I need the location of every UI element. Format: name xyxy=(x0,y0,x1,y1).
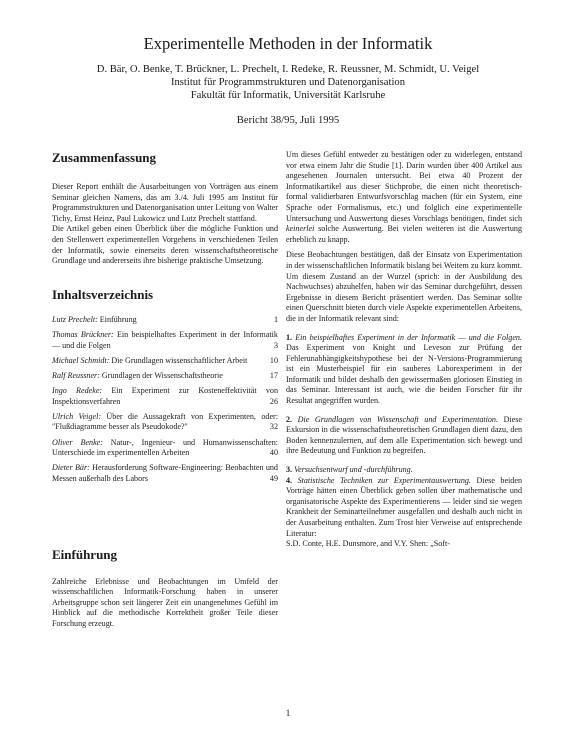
topic-item-2 xyxy=(286,415,522,457)
body-paragraph-2: Diese Beobachtungen bestätigen, daß der Einsatz von Experimentation in der wissenschaftlichen Informatik bislang bei Weitem zu kurz kommt. Um diesem Zustand an der Wurzel (sprich: in der Ausbildung des Nachwuchses) abzuhelfen, haben wir das Seminar durchgeführt, dessen Ergebnisse in diesem Bericht präsentiert werden. Das Seminar sollte einen Querschnitt bieten durch viele Aspekte experimentellen Arbeitens, die in der Informatik relevant sind: xyxy=(286,250,522,323)
item-title: Ein beispielhaftes Experiment in der Informatik — und die Folgen. xyxy=(292,332,522,342)
topic-item-1 xyxy=(286,333,522,407)
intro-heading: Einführung xyxy=(52,546,118,562)
item-text: Das Experiment von Knight und Leveson zur Prüfung der Fehlerunabhängigkeitshypothese bei der N-Versions-Programmierung ist ein Musterbeispiel für ein sauberes Laborexperiment in der Informatik und bildet deshalb den gewissermaßen gloriosen Einstieg in das Seminar. Interessant ist auch, wie die beiden Forscher für ihr Resultat angegriffen wurden. xyxy=(286,343,522,406)
toc-entry[interactable] xyxy=(52,371,278,382)
toc-page-number: 26 xyxy=(269,396,278,406)
left-column xyxy=(52,150,278,630)
toc-author: Lutz Prechelt: xyxy=(52,314,98,324)
item-text: Diese beiden Vorträge hätten einen Überblick geben sollen über mathematische und organisatorische Aspekte des Experimentierens — leider sind sie wegen Krankheit der Seminarteilnehmer ausgefallen und deshalb auch nicht in der Ausarbeitung enthalten. Zum Trost hier Verweise auf entsprechende Literatur: xyxy=(286,475,522,538)
toc-page-number: 3 xyxy=(273,340,278,350)
page-number: 1 xyxy=(285,708,291,718)
item-number: 4. xyxy=(286,475,293,485)
item-number: 2. xyxy=(286,414,293,424)
toc-title: Über die Aussagekraft von Experimenten, oder: "Flußdiagramme besser als Pseudokode?" xyxy=(52,411,278,432)
toc-title: Ein Experiment zur Kosteneffektivität von Inspektionsverfahren xyxy=(52,386,278,406)
toc-page-number: 10 xyxy=(269,355,278,365)
toc-author: Dieter Bär: xyxy=(52,463,90,473)
paper-header xyxy=(0,34,576,127)
right-column xyxy=(286,150,522,550)
toc-page-number: 49 xyxy=(269,474,278,484)
toc-title: Natur-, Ingenieur- und Humanwissenschaften: Unterschiede im experimentellen Arbeiten xyxy=(52,437,278,458)
toc-entry[interactable] xyxy=(52,356,278,367)
abstract-paragraph-1: Dieser Report enthält die Ausarbeitungen von Vorträgen aus einem Seminar gleichen Namens, das am 3./4. Juli 1995 am Institut für Programmstrukturen und Datenorganisation unter Leitung von Walter Tichy, Ernst Heinz, Paul Lukowicz und Lutz Prechelt stattfand. xyxy=(52,182,278,223)
body-text: Um dieses Gefühl entweder zu bestätigen oder zu widerlegen, entstand vor etwa einem Jahr die Studie [1]. Darin wurden über 400 Artikel aus angesehenen Journalen untersucht. Bei etwa 40 Prozent der Informatikartikel aus dieser Stichprobe, die einen nicht theoretisch-formal validierbaren Entwurfsvorschlag machen (für ein System, eine Sprache oder Formalismus, etc.) und folglich eine experimentelle Untersuchung und Auswertung dieses Vorschlags benötigen, findet sich xyxy=(286,150,522,223)
abstract-heading: Zusammenfassung xyxy=(52,150,157,165)
topic-item-4 xyxy=(286,476,522,540)
toc-heading: Inhaltsverzeichnis xyxy=(52,286,154,302)
literature-reference: S.D. Conte, H.E. Dunsmore, and V.Y. Shen: „Soft- xyxy=(286,539,450,549)
toc-author: Ralf Reussner: xyxy=(52,370,100,380)
toc-entry[interactable] xyxy=(52,438,278,459)
toc-entry[interactable] xyxy=(52,330,278,351)
toc-author: Ulrich Veigel: xyxy=(52,411,102,421)
toc-page-number: 40 xyxy=(269,448,278,458)
toc-page-number: 32 xyxy=(269,422,278,432)
body-paragraph-1 xyxy=(286,150,522,245)
item-title: Versuchsentwurf und -durchführung. xyxy=(292,465,413,475)
toc-entry[interactable] xyxy=(52,315,278,326)
emphasis-keinerlei: keinerlei xyxy=(286,224,315,234)
table-of-contents xyxy=(52,315,278,485)
toc-author: Michael Schmidt: xyxy=(52,355,110,365)
item-number: 1. xyxy=(286,332,293,342)
abstract-paragraph-2: Die Artikel geben einen Überblick über die mögliche Funktion und den Stellenwert experimentellen Vorgehens in verschiedenen Teilen der Informatik, sowie einerseits deren wissenschaftstheoretische Grundlage und andererseits ihre bisherige praktische Umsetzung. xyxy=(52,224,278,266)
toc-entry[interactable] xyxy=(52,463,278,484)
item-number: 3. xyxy=(286,465,293,475)
toc-entry[interactable] xyxy=(52,412,278,433)
body-text: solche Auswertung. Bei vielen weiteren ist die Auswertung erheblich zu knapp. xyxy=(286,224,522,244)
toc-title: Ein beispielhaftes Experiment in der Informatik — und die Folgen xyxy=(52,329,278,350)
toc-page-number: 17 xyxy=(269,370,278,380)
author-list: D. Bär, O. Benke, T. Brückner, L. Prechelt, I. Redeke, R. Reussner, M. Schmidt, U. Veigel xyxy=(96,64,480,75)
toc-author: Ingo Redeke: xyxy=(52,386,103,396)
item-title: Die Grundlagen von Wissenschaft und Experimentation. xyxy=(292,414,498,424)
toc-author: Thomas Brückner: xyxy=(52,329,114,339)
faculty-line: Fakultät für Informatik, Universität Karlsruhe xyxy=(190,90,386,101)
intro-paragraph-1: Zahlreiche Erlebnisse und Beobachtungen im Umfeld der wissenschaftlichen Informatik-Forschung haben in unserer Arbeitsgruppe schon seit längerer Zeit ein unangenehmes Gefühl im Hinblick auf die methodische Korrektheit großer Teile dieser Forschung erzeugt. xyxy=(52,576,278,628)
item-title: Statistische Techniken zur Experimentauswertung. xyxy=(292,475,471,485)
report-number: Bericht 38/95, Juli 1995 xyxy=(236,115,340,126)
toc-author: Oliver Benke: xyxy=(52,437,103,447)
toc-title: Herausforderung Software-Engineering: Beobachten und Messen außerhalb des Labors xyxy=(52,463,278,484)
institute-line: Institut für Programmstrukturen und Datenorganisation xyxy=(170,77,405,88)
topic-item-3 xyxy=(286,465,522,476)
toc-entry[interactable] xyxy=(52,386,278,407)
item-text: Diese Exkursion in die wissenschaftstheoretischen Grundlagen dient dazu, den Boden kennenzulernen, auf dem alle Experimentation sich bewegt und ihre Bedeutung und Funktion zu begreifen. xyxy=(286,414,522,456)
toc-title: Grundlagen der Wissenschaftstheorie xyxy=(99,370,223,380)
toc-title: Einführung xyxy=(97,314,137,324)
paper-title: Experimentelle Methoden in der Informatik xyxy=(143,34,433,53)
toc-title: Die Grundlagen wissenschaftlicher Arbeit xyxy=(109,355,248,365)
toc-page-number: 1 xyxy=(273,314,278,324)
